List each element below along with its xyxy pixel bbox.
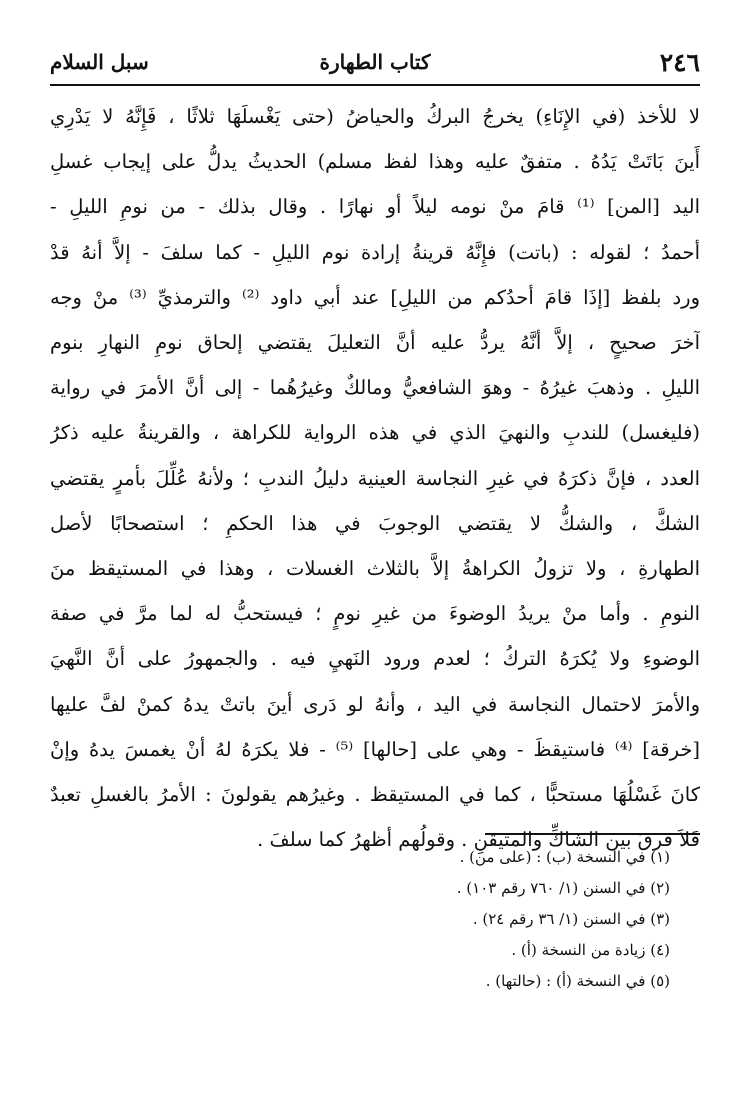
text-line: النومِ . وأما منْ يريدُ الوضوءَ من غيرِ نومٍ ؛ فيستحبُّ له لما مرَّ في صفة [50,602,700,626]
chapter-title: كتاب الطهارة [319,50,431,74]
main-text [50,94,700,862]
text-line: فَلاَ فرقَ بين الشاكِّ والمتيقنِ . وقولُهم أظهرُ كما سلفَ . [257,828,700,852]
text-line: الوضوءِ ولا يُكرَهُ التركُ ؛ لعدم ورود النَهيِ فيه . والجمهورُ على أنَّ النَّهيَ [50,647,700,671]
text-line: اليد [المن] ⁽¹⁾ قامَ منْ نومه ليلاً أو نهارًا . وقال بذلك - من نومِ الليلِ - [50,195,700,219]
footnote: (٢) في السنن (١/ ٧٦٠ رقم ١٠٣) . [456,879,670,897]
text-line: أَينَ بَاتَتْ يَدُهُ . متفقٌ عليه وهذا لفظ مسلم) الحديثُ يدلُّ على إيجاب غسلِ [50,150,700,174]
text-line: آخرَ صحيحٍ ، إلاَّ أنَّهُ يردُّ عليه أنَّ التعليلَ يقتضي إلحاق نومِ النهارِ بنوم [50,331,700,355]
text-line: (فليغسل) للندبِ والنهيَ الذي في هذه الرواية للكراهة ، والقرينةُ عليه ذكرُ [50,421,700,445]
page-number: ٢٤٦ [659,48,700,77]
footnote: (١) في النسخة (ب) : (على من) . [459,848,670,866]
footnote-divider [485,833,700,835]
text-line: العدد ، فإنَّ ذكرَهُ في غيرِ النجاسة العينية دليلُ الندبِ ؛ ولأنهُ عُلِّلَ بأمرٍ يقتضي [50,466,700,490]
text-line: كانَ غَسْلُهَا مستحبًّا ، كما في المستيقظ . وغيرُهم يقولونَ : الأمرُ بالغسلِ تعبدٌ [50,783,700,807]
text-line: لا للأخذ (في الإِنَاءِ) يخرجُ البركُ والحياضُ (حتى يَغْسلَهَا ثلاثًا ، فَإِنَّهُ لا يَدْرِي [50,105,700,128]
page-header [50,40,700,86]
footnotes [457,842,670,997]
text-line: [خرقة] ⁽⁴⁾ فاستيقظَ - وهي على [حالها] ⁽⁵⁾ - فلا يكرَهُ لهُ أنْ يغمسَ يدهُ وإنْ [50,737,700,761]
text-line: الليلِ . وذهبَ غيرُهُ - وهوَ الشافعيُّ ومالكٌ وغيرُهُما - إلى أنَّ الأمرَ في رواية [50,376,700,400]
footnote: (٤) زيادة من النسخة (أ) . [511,941,670,959]
text-line: والأمرَ لاحتمال النجاسة في اليد ، وأنهُ لو دَرى أينَ باتتْ يدهُ كمنْ لفَّ عليها [50,692,700,716]
text-line: ورد بلفظ [إذَا قامَ أحدُكم من الليلِ] عند أبي داود ⁽²⁾ والترمذيِّ ⁽³⁾ منْ وجه [50,285,700,309]
footnote: (٣) في السنن (١/ ٣٦ رقم ٢٤) . [472,910,670,928]
text-line: الطهارةِ ، ولا تزولُ الكراهةُ إلاَّ بالثلاث الغسلات ، وهذا في المستيقظ منَ [50,557,700,581]
text-line: الشكَّ ، والشكُّ لا يقتضي الوجوبَ في هذا الحكمِ ؛ استصحابًا لأصل [50,511,700,535]
book-page [50,40,700,1070]
footnote: (٥) في النسخة (أ) : (حالتها) . [485,972,670,990]
text-line: أحمدُ ؛ لقوله : (باتت) فإِنَّهُ قرينةُ إرادة نوم الليلِ - كما سلفَ - إلاَّ أنهُ قدْ [50,240,700,264]
book-title: سبل السلام [50,50,149,74]
